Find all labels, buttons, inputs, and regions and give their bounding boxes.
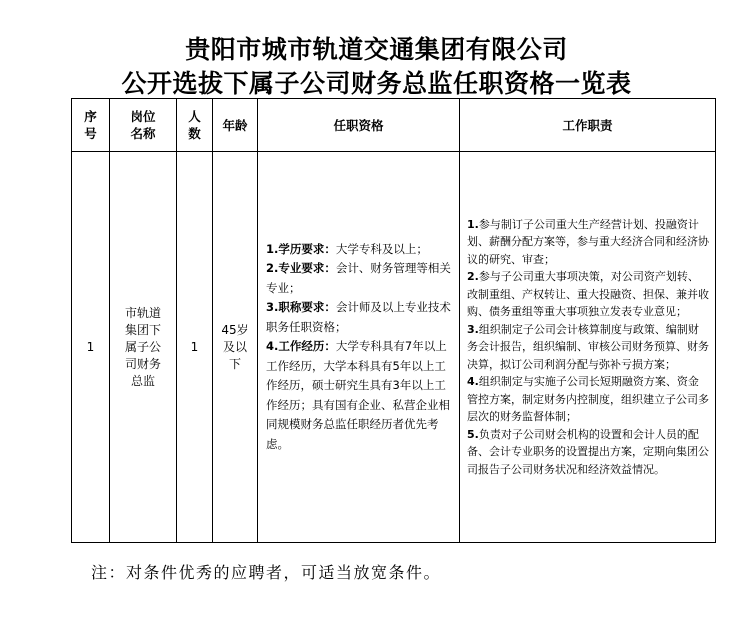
duty-item: 5.负责对子公司财会机构的设置和会计人员的配备、会计专业职务的设置提出方案，定期向集团公司报告子公司财务状况和经济效益情况。 (467, 427, 709, 476)
qualification-item: 4.工作经历：大学专科具有7年以上工作经历，大学本科具有5年以上工作经历，硕士研究生具有3年以上工作经历；具有国有企业、私营企业相同规模财务总监任职经历者优先考虑。 (266, 339, 450, 451)
qualification-item: 3.职称要求：会计师及以上专业技术职务任职资格； (266, 300, 451, 334)
page-title-line1: 贵阳市城市轨道交通集团有限公司 (185, 35, 568, 64)
duty-item: 1.参与制订子公司重大生产经营计划、投融资计划、薪酬分配方案等，参与重大经济合同和经济协议的研究、审查； (467, 217, 709, 266)
qualification-item: 2.专业要求：会计、财务管理等相关专业； (266, 261, 451, 295)
table-row (72, 152, 716, 543)
duty-item: 2.参与子公司重大事项决策，对公司资产划转、改制重组、产权转让、重大投融资、担保、兼并收购、债务重组等重大事项独立发表专业意见； (467, 270, 709, 319)
qualification-item: 1.学历要求：大学专科及以上； (266, 241, 428, 256)
duty-item: 3.组织制定子公司会计核算制度与政策、编制财务会计报告，组织编制、审核公司财务预算、财务决算，拟订公司利润分配与弥补亏损方案； (467, 322, 709, 371)
header-duties: 工作职责 (460, 99, 716, 152)
footnote: 注：对条件优秀的应聘者，可适当放宽条件。 (91, 563, 442, 582)
page-title-line2: 公开选拔下属子公司财务总监任职资格一览表 (121, 69, 632, 98)
cell-count: 1 (177, 152, 213, 543)
cell-qualifications (258, 152, 460, 543)
duty-item: 4.组织制定与实施子公司长短期融资方案、资金管控方案，制定财务内控制度，组织建立子公司多层次的财务监督体制； (467, 375, 709, 424)
header-age: 年龄 (213, 99, 258, 152)
table-header-row (72, 99, 716, 152)
cell-age: 45岁 及以 下 (213, 152, 258, 543)
header-qualifications: 任职资格 (258, 99, 460, 152)
header-position: 岗位 名称 (110, 99, 177, 152)
qualification-table (71, 98, 716, 543)
cell-position: 市轨道 集团下 属子公 司财务 总监 (110, 152, 177, 543)
header-seq: 序 号 (72, 99, 110, 152)
cell-duties (460, 152, 716, 543)
header-count: 人 数 (177, 99, 213, 152)
cell-seq: 1 (72, 152, 110, 543)
